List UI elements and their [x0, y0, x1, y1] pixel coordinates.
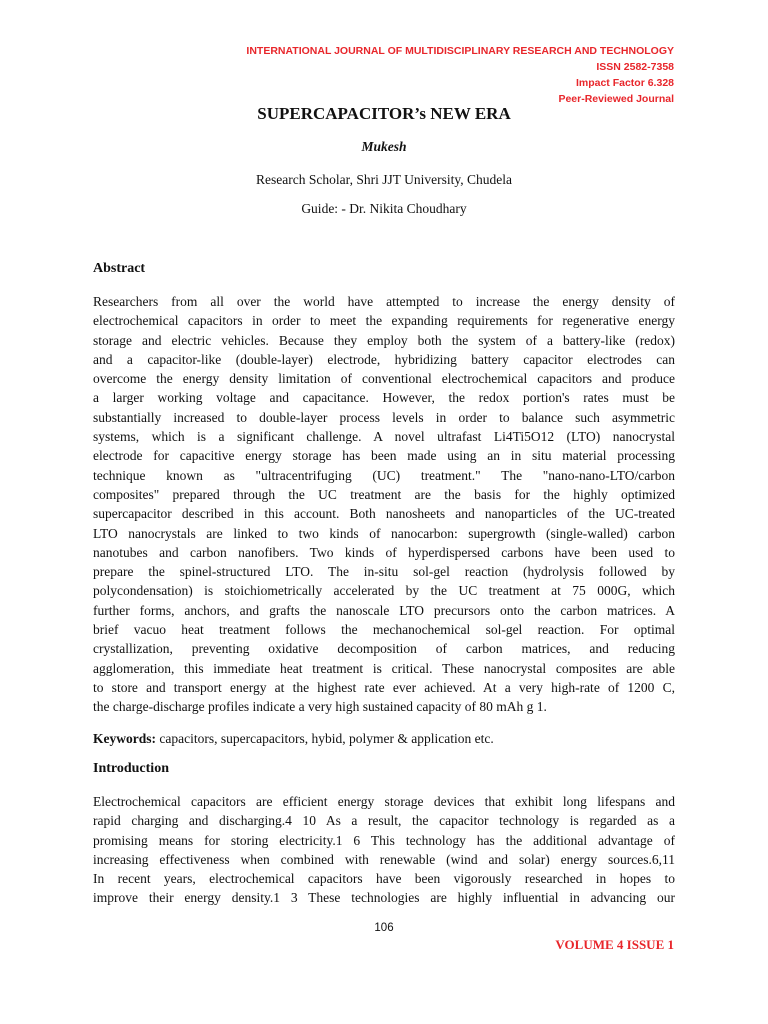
journal-name: INTERNATIONAL JOURNAL OF MULTIDISCIPLINARY RESEARCH AND TECHNOLOGY — [246, 45, 674, 57]
abstract-line: systems, which is a significant challenge. A novel ultrafast Li4Ti5O12 (LTO) nanocrystal — [93, 429, 675, 445]
intro-line: increasing effectiveness when combined with renewable (wind and solar) energy sources.6,11 — [93, 851, 675, 867]
abstract-line: to store and transport energy at the highest rate ever achieved. At a very high-rate of 1200 C, — [93, 679, 675, 695]
introduction-body — [93, 792, 675, 908]
abstract-line: Researchers from all over the world have attempted to increase the energy density of — [93, 294, 675, 309]
intro-line: In recent years, electrochemical capacitors have been vigorously researched in hopes to — [93, 871, 675, 887]
impact-factor: Impact Factor 6.328 — [575, 77, 674, 89]
abstract-line: further forms, anchors, and grafts the nanoscale LTO precursors onto the carbon matrices. A — [93, 602, 675, 618]
abstract-line: crystallization, preventing oxidative decomposition of carbon matrices, and reducing — [93, 641, 675, 657]
guide-line: Guide: - Dr. Nikita Choudhary — [301, 201, 467, 216]
introduction-heading: Introduction — [93, 761, 169, 776]
peer-review-label: Peer-Reviewed Journal — [558, 93, 674, 105]
abstract-line: agglomeration, this immediate heat treatment is critical. These nanocrystal composites are able — [93, 660, 675, 676]
keywords-text: capacitors, supercapacitors, hybid, polymer & application etc. — [156, 731, 494, 746]
issn: ISSN 2582-7358 — [596, 61, 674, 73]
page-number: 106 — [374, 922, 394, 934]
intro-line: rapid charging and discharging.4 10 As a result, the capacitor technology is regarded as a — [93, 813, 675, 829]
abstract-line: technique known as "ultracentrifuging (UC) treatment." The "nano-nano-LTO/carbon — [93, 467, 675, 483]
abstract-line: polycondensation) is stoichiometrically accelerated by the UC treatment at 75 000G, which — [93, 583, 675, 599]
author-affiliation: Research Scholar, Shri JJT University, Chudela — [256, 172, 512, 187]
abstract-line: brief vacuo heat treatment follows the mechanochemical sol-gel reaction. For optimal — [93, 622, 675, 638]
abstract-line: LTO nanocrystals are linked to two kinds of nanocarbon: supergrowth (single-walled) carbon — [93, 525, 675, 541]
abstract-line: and a capacitor-like (double-layer) electrode, hybridizing battery capacitor electrodes can — [93, 351, 675, 367]
abstract-line: a larger working voltage and capacitance. However, the redox portion's rates must be — [93, 390, 675, 406]
abstract-line: prepare the spinel-structured LTO. The in-situ sol-gel reaction (hydrolysis followed by — [93, 564, 675, 580]
intro-line: improve their energy density.1 3 These technologies are highly influential in advancing our — [93, 890, 675, 906]
abstract-line: supercapacitor described in this account. Both nanosheets and nanoparticles of the UC-treated — [93, 506, 675, 522]
abstract-line: composites" prepared through the UC treatment are the basis for the highly optimized — [93, 486, 675, 502]
article-title: SUPERCAPACITOR’s NEW ERA — [257, 104, 511, 123]
abstract-line: the charge-discharge profiles indicate a very high sustained capacity of 80 mAh g 1. — [93, 699, 547, 715]
keywords-label: Keywords: — [93, 731, 156, 746]
abstract-body — [93, 292, 675, 717]
abstract-line: electrode for capacitive energy storage has been made using an in situ material processing — [93, 448, 675, 464]
intro-line: promising means for storing electricity.1 6 This technology has the additional advantage of — [93, 832, 675, 848]
intro-line: Electrochemical capacitors are efficient energy storage devices that exhibit long lifespans and — [93, 794, 675, 809]
keywords — [93, 729, 675, 748]
author-name: Mukesh — [361, 139, 407, 154]
abstract-line: substantially increased to double-layer process levels in order to balance such asymmetric — [93, 409, 675, 425]
abstract-heading: Abstract — [93, 261, 146, 276]
abstract-line: electrochemical capacitors in order to meet the expanding requirements for regenerative energy — [93, 313, 675, 329]
abstract-line: nanotubes and carbon nanofibers. Two kinds of hyperdispersed carbons have been used to — [93, 544, 675, 560]
volume-issue: VOLUME 4 ISSUE 1 — [555, 937, 674, 952]
abstract-line: overcome the energy density limitation of conventional electrochemical capacitors and produce — [93, 371, 675, 387]
abstract-line: storage and electric vehicles. Because they employ both the system of a battery-like (redox) — [93, 332, 675, 348]
